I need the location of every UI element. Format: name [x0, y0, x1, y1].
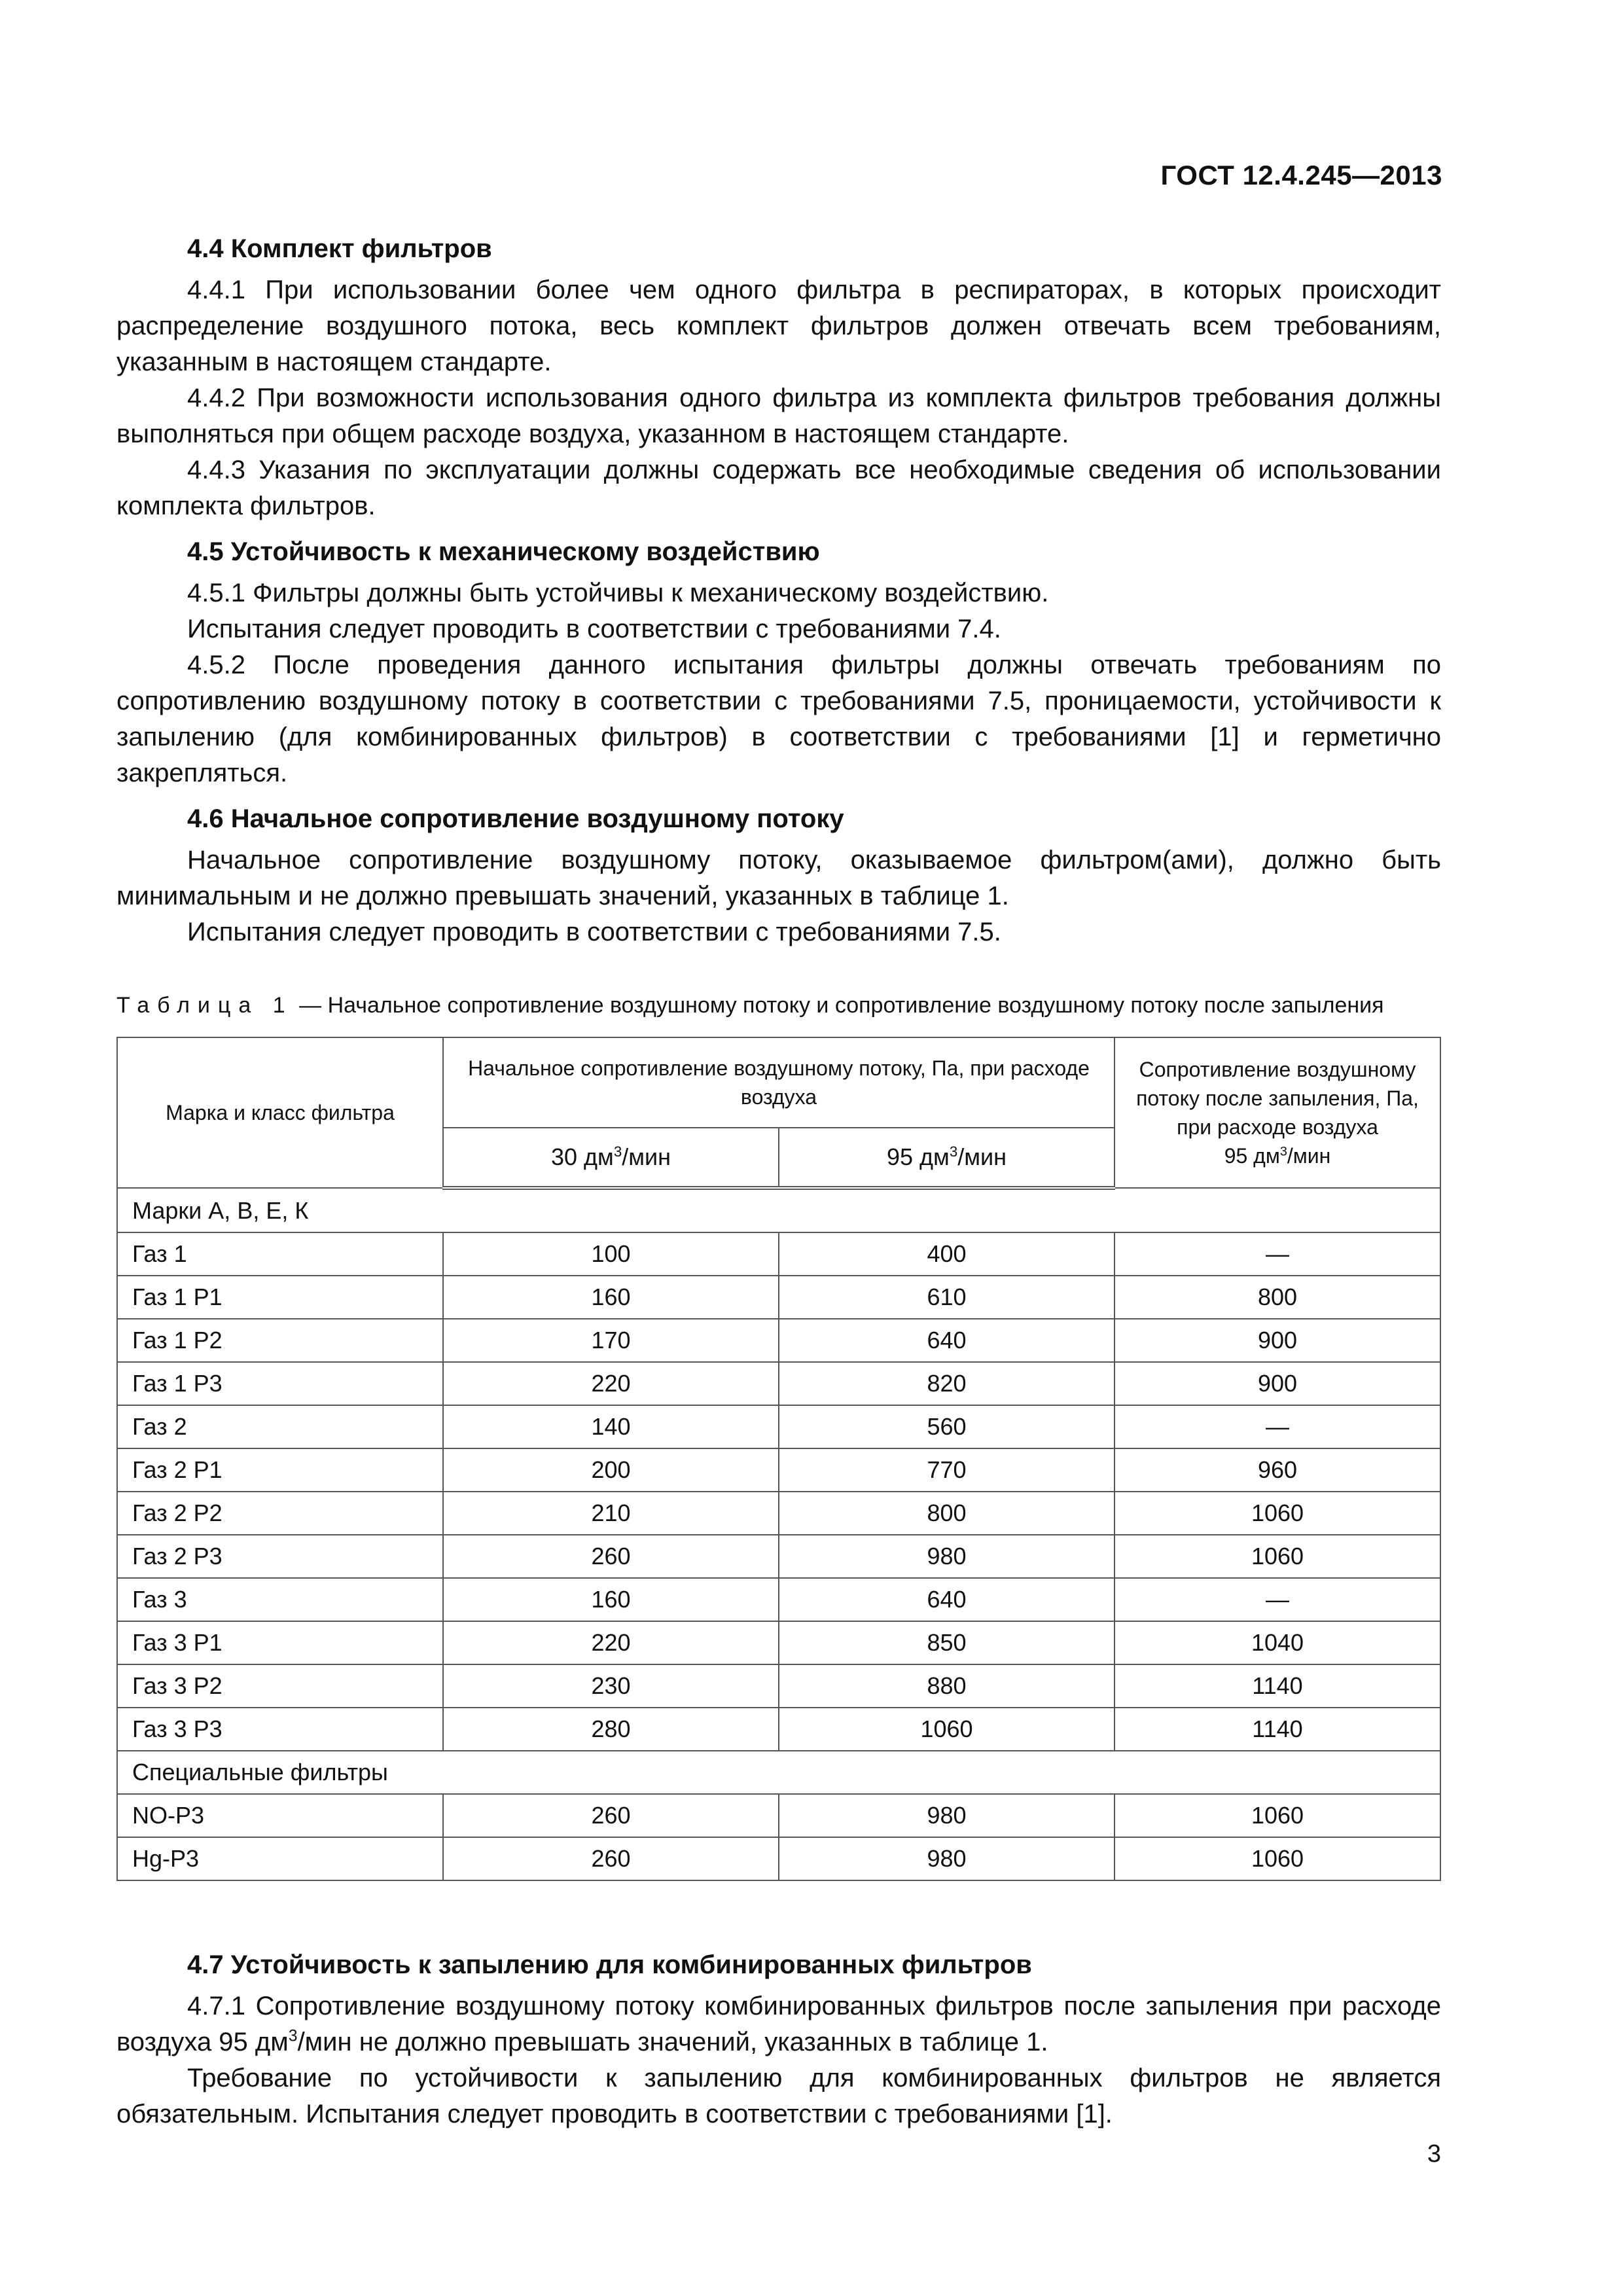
cell-resistance-after: 1060	[1115, 1492, 1440, 1535]
table-row	[117, 1535, 1440, 1578]
cell-resistance-after: —	[1115, 1405, 1440, 1448]
table-row	[117, 1448, 1440, 1492]
cell-filter-name: Газ 3 Р3	[117, 1708, 443, 1751]
table-body	[117, 1188, 1440, 1880]
cell-resistance-95: 850	[779, 1621, 1115, 1664]
group-row-special: Специальные фильтры	[117, 1751, 1440, 1794]
cell-resistance-after: 900	[1115, 1319, 1440, 1362]
table-row	[117, 1362, 1440, 1405]
document-code: ГОСТ 12.4.245—2013	[1160, 160, 1442, 190]
cell-resistance-30: 170	[443, 1319, 779, 1362]
cell-resistance-30: 280	[443, 1708, 779, 1751]
cell-filter-name: Газ 2 Р3	[117, 1535, 443, 1578]
resistance-table	[116, 1037, 1441, 1881]
cell-resistance-95: 610	[779, 1276, 1115, 1319]
section-4-4-heading: 4.4 Комплект фильтров	[187, 234, 492, 263]
cell-filter-name: Hg-P3	[117, 1837, 443, 1880]
paragraph-4-7-requirement: Требование по устойчивости к запылению для комбинированных фильтров не является обязательным. Испытания следует проводить в соответствии с требованиями [1].	[116, 2064, 1441, 2128]
cell-resistance-after: 1140	[1115, 1664, 1440, 1708]
table-caption-label: Таблица 1	[116, 993, 293, 1018]
cell-resistance-95: 980	[779, 1837, 1115, 1880]
column-header-after-dusting	[1115, 1037, 1440, 1188]
table-row	[117, 1837, 1440, 1880]
cell-resistance-95: 820	[779, 1362, 1115, 1405]
cell-resistance-30: 210	[443, 1492, 779, 1535]
cell-filter-name: Газ 1 Р1	[117, 1276, 443, 1319]
after-dusting-flow: 95 $дм^3$/мин	[1224, 1144, 1331, 1168]
cell-resistance-30: 260	[443, 1535, 779, 1578]
section-4-7-heading: 4.7 Устойчивость к запылению для комбинированных фильтров	[187, 1950, 1032, 1979]
cell-filter-name: NO-P3	[117, 1794, 443, 1837]
cell-resistance-30: 100	[443, 1232, 779, 1276]
cell-filter-name: Газ 3 Р2	[117, 1664, 443, 1708]
column-header-initial-resistance: Начальное сопротивление воздушному потоку, Па, при расходе воздуха	[443, 1037, 1115, 1128]
table-row	[117, 1276, 1440, 1319]
paragraph-4-5-tests: Испытания следует проводить в соответствии с требованиями 7.4.	[187, 615, 1001, 643]
column-header-30: 30 $дм^3$/мин	[443, 1128, 779, 1188]
cell-resistance-after: 1040	[1115, 1621, 1440, 1664]
cell-resistance-after: —	[1115, 1578, 1440, 1621]
table-row	[117, 1794, 1440, 1837]
column-header-mark: Марка и класс фильтра	[117, 1037, 443, 1188]
paragraph-4-5-2: 4.5.2 После проведения данного испытания фильтры должны отвечать требованиям по сопротивлению воздушному потоку в соответствии с требованиями 7.5, проницаемости, устойчивости к запылению (для комбинированных фильтров) в соответствии с требованиями [1] и герметично закрепляться.	[116, 651, 1441, 787]
cell-resistance-30: 200	[443, 1448, 779, 1492]
cell-resistance-after: 800	[1115, 1276, 1440, 1319]
cell-resistance-30: 220	[443, 1362, 779, 1405]
table-row	[117, 1405, 1440, 1448]
cell-filter-name: Газ 1	[117, 1232, 443, 1276]
cell-resistance-30: 220	[443, 1621, 779, 1664]
cell-resistance-after: 1060	[1115, 1837, 1440, 1880]
paragraph-4-4-2: 4.4.2 При возможности использования одного фильтра из комплекта фильтров требования должны выполняться при общем расходе воздуха, указанном в настоящем стандарте.	[116, 384, 1441, 448]
cell-resistance-30: 140	[443, 1405, 779, 1448]
cell-resistance-30: 230	[443, 1664, 779, 1708]
group-row-marks: Марки А, В, Е, К	[117, 1188, 1440, 1232]
paragraph-4-5-1: 4.5.1 Фильтры должны быть устойчивы к механическому воздействию.	[187, 579, 1049, 607]
cell-resistance-after: 1060	[1115, 1794, 1440, 1837]
cell-resistance-95: 1060	[779, 1708, 1115, 1751]
section-4-6-heading: 4.6 Начальное сопротивление воздушному потоку	[187, 804, 844, 833]
table-row	[117, 1232, 1440, 1276]
paragraph-4-4-3: 4.4.3 Указания по эксплуатации должны содержать все необходимые сведения об использовании комплекта фильтров.	[116, 456, 1441, 520]
page-number: 3	[1427, 2140, 1441, 2168]
cell-resistance-95: 640	[779, 1319, 1115, 1362]
cell-filter-name: Газ 3 Р1	[117, 1621, 443, 1664]
column-header-95: 95 $дм^3$/мин	[779, 1128, 1115, 1188]
section-4-5-heading: 4.5 Устойчивость к механическому воздействию	[187, 537, 820, 566]
cell-filter-name: Газ 2	[117, 1405, 443, 1448]
after-dusting-label: Сопротивление воздушному потоку после запыления, Па, при расходе воздуха	[1136, 1058, 1419, 1139]
cell-resistance-after: 900	[1115, 1362, 1440, 1405]
cell-resistance-30: 160	[443, 1578, 779, 1621]
cell-resistance-95: 880	[779, 1664, 1115, 1708]
cell-resistance-95: 980	[779, 1535, 1115, 1578]
cell-resistance-95: 400	[779, 1232, 1115, 1276]
cell-filter-name: Газ 1 Р2	[117, 1319, 443, 1362]
table-row	[117, 1708, 1440, 1751]
cell-resistance-95: 980	[779, 1794, 1115, 1837]
cell-resistance-after: —	[1115, 1232, 1440, 1276]
table-row	[117, 1664, 1440, 1708]
cell-filter-name: Газ 2 Р2	[117, 1492, 443, 1535]
table-row	[117, 1492, 1440, 1535]
cell-filter-name: Газ 3	[117, 1578, 443, 1621]
paragraph-4-4-1: 4.4.1 При использовании более чем одного фильтра в респираторах, в которых происходит распределение воздушного потока, весь комплект фильтров должен отвечать всем требованиям, указанным в настоящем стандарте.	[116, 276, 1441, 376]
paragraph-4-7-1: 4.7.1 Сопротивление воздушному потоку комбинированных фильтров после запыления при расходе воздуха 95 $дм^3$/мин не должно превышать значений, указанных в таблице 1.	[116, 1992, 1441, 2056]
cell-resistance-after: 960	[1115, 1448, 1440, 1492]
cell-filter-name: Газ 2 Р1	[117, 1448, 443, 1492]
cell-resistance-95: 770	[779, 1448, 1115, 1492]
table-row	[117, 1319, 1440, 1362]
paragraph-4-6-1: Начальное сопротивление воздушному потоку, оказываемое фильтром(ами), должно быть минимальным и не должно превышать значений, указанных в таблице 1.	[116, 846, 1441, 910]
cell-resistance-95: 800	[779, 1492, 1115, 1535]
table-caption	[116, 990, 1441, 1021]
cell-resistance-after: 1060	[1115, 1535, 1440, 1578]
table-row	[117, 1621, 1440, 1664]
cell-resistance-30: 160	[443, 1276, 779, 1319]
table-row	[117, 1578, 1440, 1621]
table-caption-text: — Начальное сопротивление воздушному потоку и сопротивление воздушному потоку после запыления	[293, 993, 1384, 1018]
cell-filter-name: Газ 1 Р3	[117, 1362, 443, 1405]
paragraph-4-6-tests: Испытания следует проводить в соответствии с требованиями 7.5.	[187, 918, 1001, 946]
cell-resistance-after: 1140	[1115, 1708, 1440, 1751]
cell-resistance-30: 260	[443, 1837, 779, 1880]
cell-resistance-95: 560	[779, 1405, 1115, 1448]
cell-resistance-95: 640	[779, 1578, 1115, 1621]
content	[116, 230, 1441, 2132]
cell-resistance-30: 260	[443, 1794, 779, 1837]
